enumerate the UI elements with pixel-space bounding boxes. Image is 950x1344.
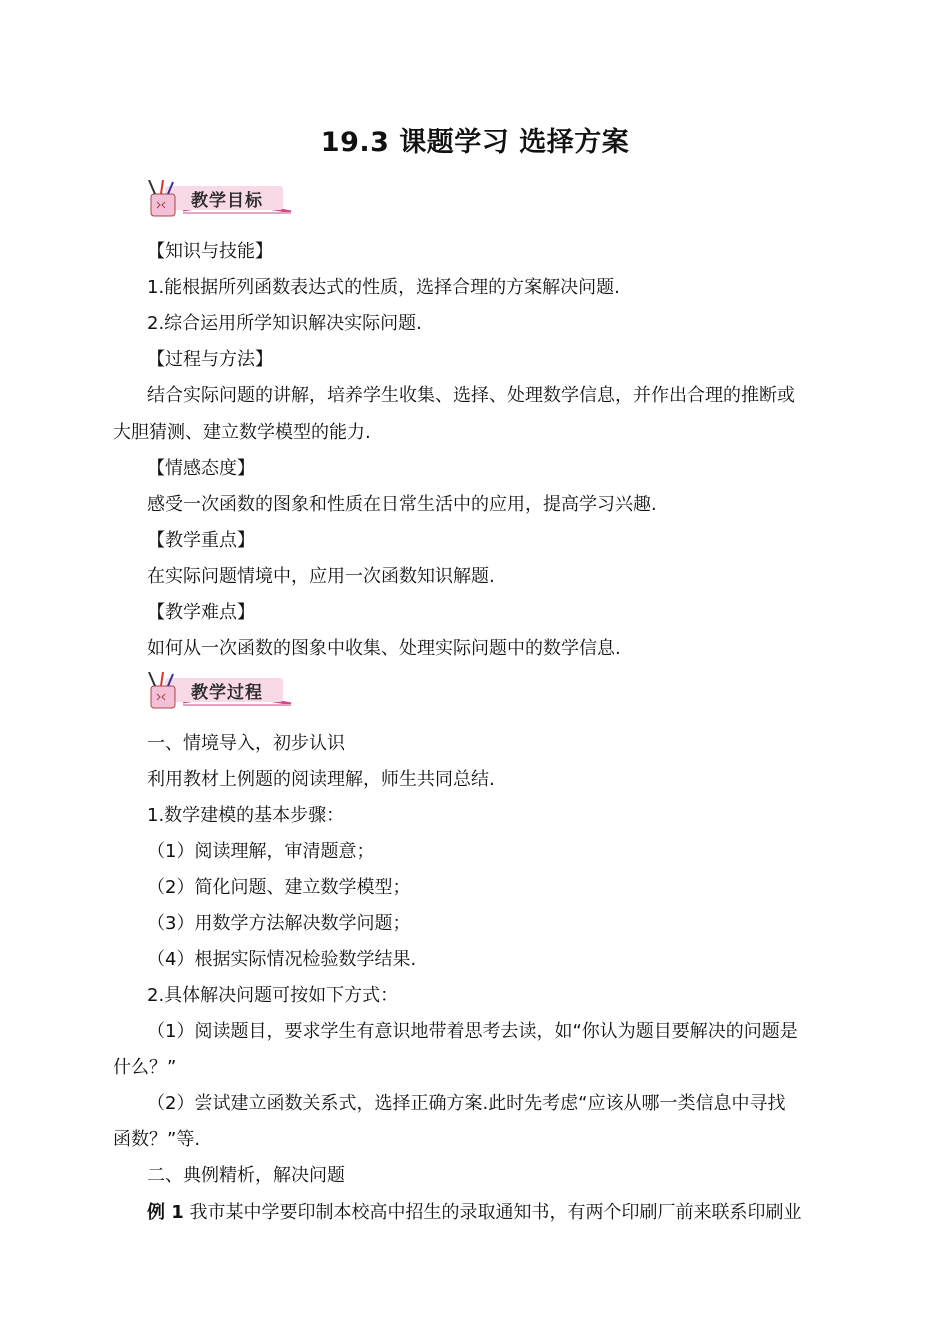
knowledge-heading: 【知识与技能】	[147, 241, 273, 262]
page-title: 19.3 课题学习 选择方案	[320, 127, 630, 158]
example-label: 例 1	[147, 1202, 184, 1223]
step-item-2: （2）简化问题、建立数学模型；	[147, 877, 411, 898]
method-text-line-2: 大胆猜测、建立数学模型的能力.	[113, 422, 371, 443]
method-text-line-1: 结合实际问题的讲解，培养学生收集、选择、处理数学信息，并作出合理的推断或	[147, 385, 795, 406]
section-banner-goals	[143, 180, 293, 220]
banner-label-goals: 教学目标	[191, 191, 263, 211]
section-2-heading: 二、典例精析，解决问题	[147, 1165, 345, 1186]
method-heading: 【过程与方法】	[147, 349, 273, 370]
way-1-line-1: （1）阅读题目，要求学生有意识地带着思考去读，如“你认为题目要解决的问题是	[147, 1021, 798, 1042]
ways-heading: 2.具体解决问题可按如下方式：	[147, 985, 399, 1006]
way-2-line-2: 函数？”等.	[113, 1129, 201, 1150]
step-item-1: （1）阅读理解，审清题意；	[147, 841, 375, 862]
step-item-3: （3）用数学方法解决数学问题；	[147, 913, 411, 934]
intro-text: 利用教材上例题的阅读理解，师生共同总结.	[147, 769, 495, 790]
focus-text: 在实际问题情境中，应用一次函数知识解题.	[147, 566, 495, 587]
banner-label-process: 教学过程	[191, 683, 263, 703]
focus-heading: 【教学重点】	[147, 530, 255, 551]
way-2-line-1: （2）尝试建立函数关系式，选择正确方案.此时先考虑“应该从哪一类信息中寻找	[147, 1093, 786, 1114]
steps-heading: 1.数学建模的基本步骤：	[147, 805, 345, 826]
difficulty-heading: 【教学难点】	[147, 602, 255, 623]
example-1	[147, 1201, 802, 1225]
emotion-heading: 【情感态度】	[147, 458, 255, 479]
knowledge-item-2: 2.综合运用所学知识解决实际问题.	[147, 313, 422, 334]
emotion-text: 感受一次函数的图象和性质在日常生活中的应用，提高学习兴趣.	[147, 494, 657, 515]
knowledge-item-1: 1.能根据所列函数表达式的性质，选择合理的方案解决问题.	[147, 277, 620, 298]
way-1-line-2: 什么？”	[113, 1057, 177, 1078]
difficulty-text: 如何从一次函数的图象中收集、处理实际问题中的数学信息.	[147, 638, 621, 659]
section-1-heading: 一、情境导入，初步认识	[147, 733, 345, 754]
step-item-4: （4）根据实际情况检验数学结果.	[147, 949, 417, 970]
section-banner-process	[143, 672, 293, 712]
example-text: 我市某中学要印制本校高中招生的录取通知书，有两个印刷厂前来联系印刷业	[189, 1202, 802, 1223]
